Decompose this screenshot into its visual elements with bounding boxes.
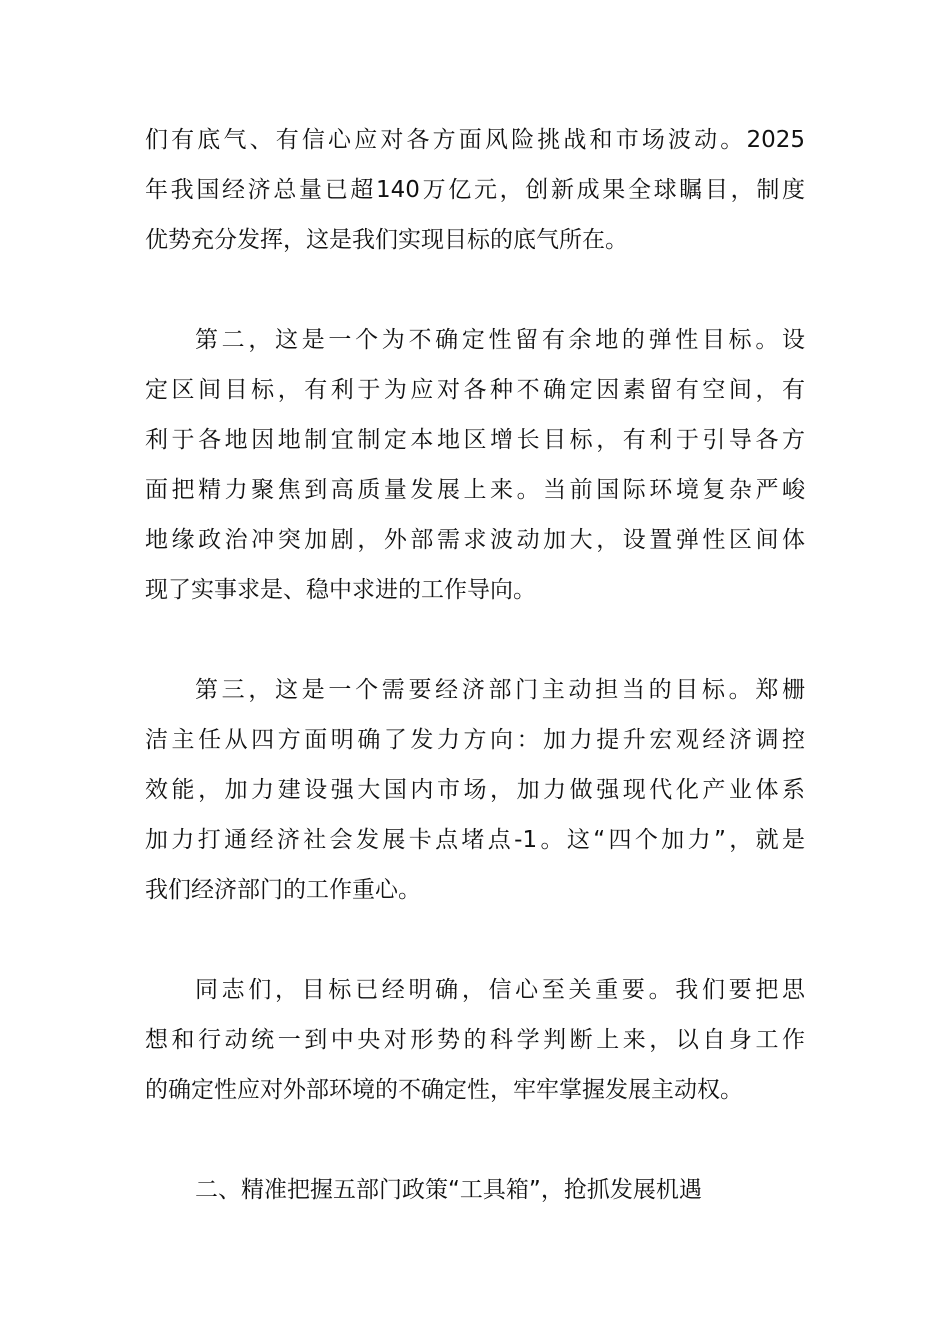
paragraph-line: 地缘政治冲突加剧，外部需求波动加大，设置弹性区间体 — [145, 527, 805, 553]
paragraph-line: 年我国经济总量已超140万亿元，创新成果全球瞩目，制度 — [145, 177, 805, 203]
paragraph-line: 想和行动统一到中央对形势的科学判断上来，以自身工作 — [145, 1027, 805, 1053]
paragraph-line: 优势充分发挥，这是我们实现目标的底气所在。 — [145, 227, 628, 253]
paragraph-line: 第二，这是一个为不确定性留有余地的弹性目标。设 — [195, 327, 805, 353]
paragraph-line: 我们经济部门的工作重心。 — [145, 877, 421, 903]
paragraph-line: 同志们，目标已经明确，信心至关重要。我们要把思 — [195, 977, 805, 1003]
section-heading: 二、精准把握五部门政策“工具箱”，抢抓发展机遇 — [195, 1177, 702, 1203]
paragraph-line: 面把精力聚焦到高质量发展上来。当前国际环境复杂严峻 — [145, 477, 805, 503]
paragraph-line: 效能，加力建设强大国内市场，加力做强现代化产业体系 — [145, 777, 805, 803]
paragraph-line: 现了实事求是、稳中求进的工作导向。 — [145, 577, 536, 603]
paragraph-line: 的确定性应对外部环境的不确定性，牢牢掌握发展主动权。 — [145, 1077, 743, 1103]
paragraph-line: 第三，这是一个需要经济部门主动担当的目标。郑栅 — [195, 677, 805, 703]
paragraph-line: 利于各地因地制宜制定本地区增长目标，有利于引导各方 — [145, 427, 805, 453]
paragraph-line: 定区间目标，有利于为应对各种不确定因素留有空间，有 — [145, 377, 805, 403]
paragraph-line: 加力打通经济社会发展卡点堵点-1。这“四个加力”，就是 — [145, 827, 805, 853]
paragraph-line: 们有底气、有信心应对各方面风险挑战和市场波动。2025 — [145, 127, 805, 153]
paragraph-line: 洁主任从四方面明确了发力方向：加力提升宏观经济调控 — [145, 727, 805, 753]
